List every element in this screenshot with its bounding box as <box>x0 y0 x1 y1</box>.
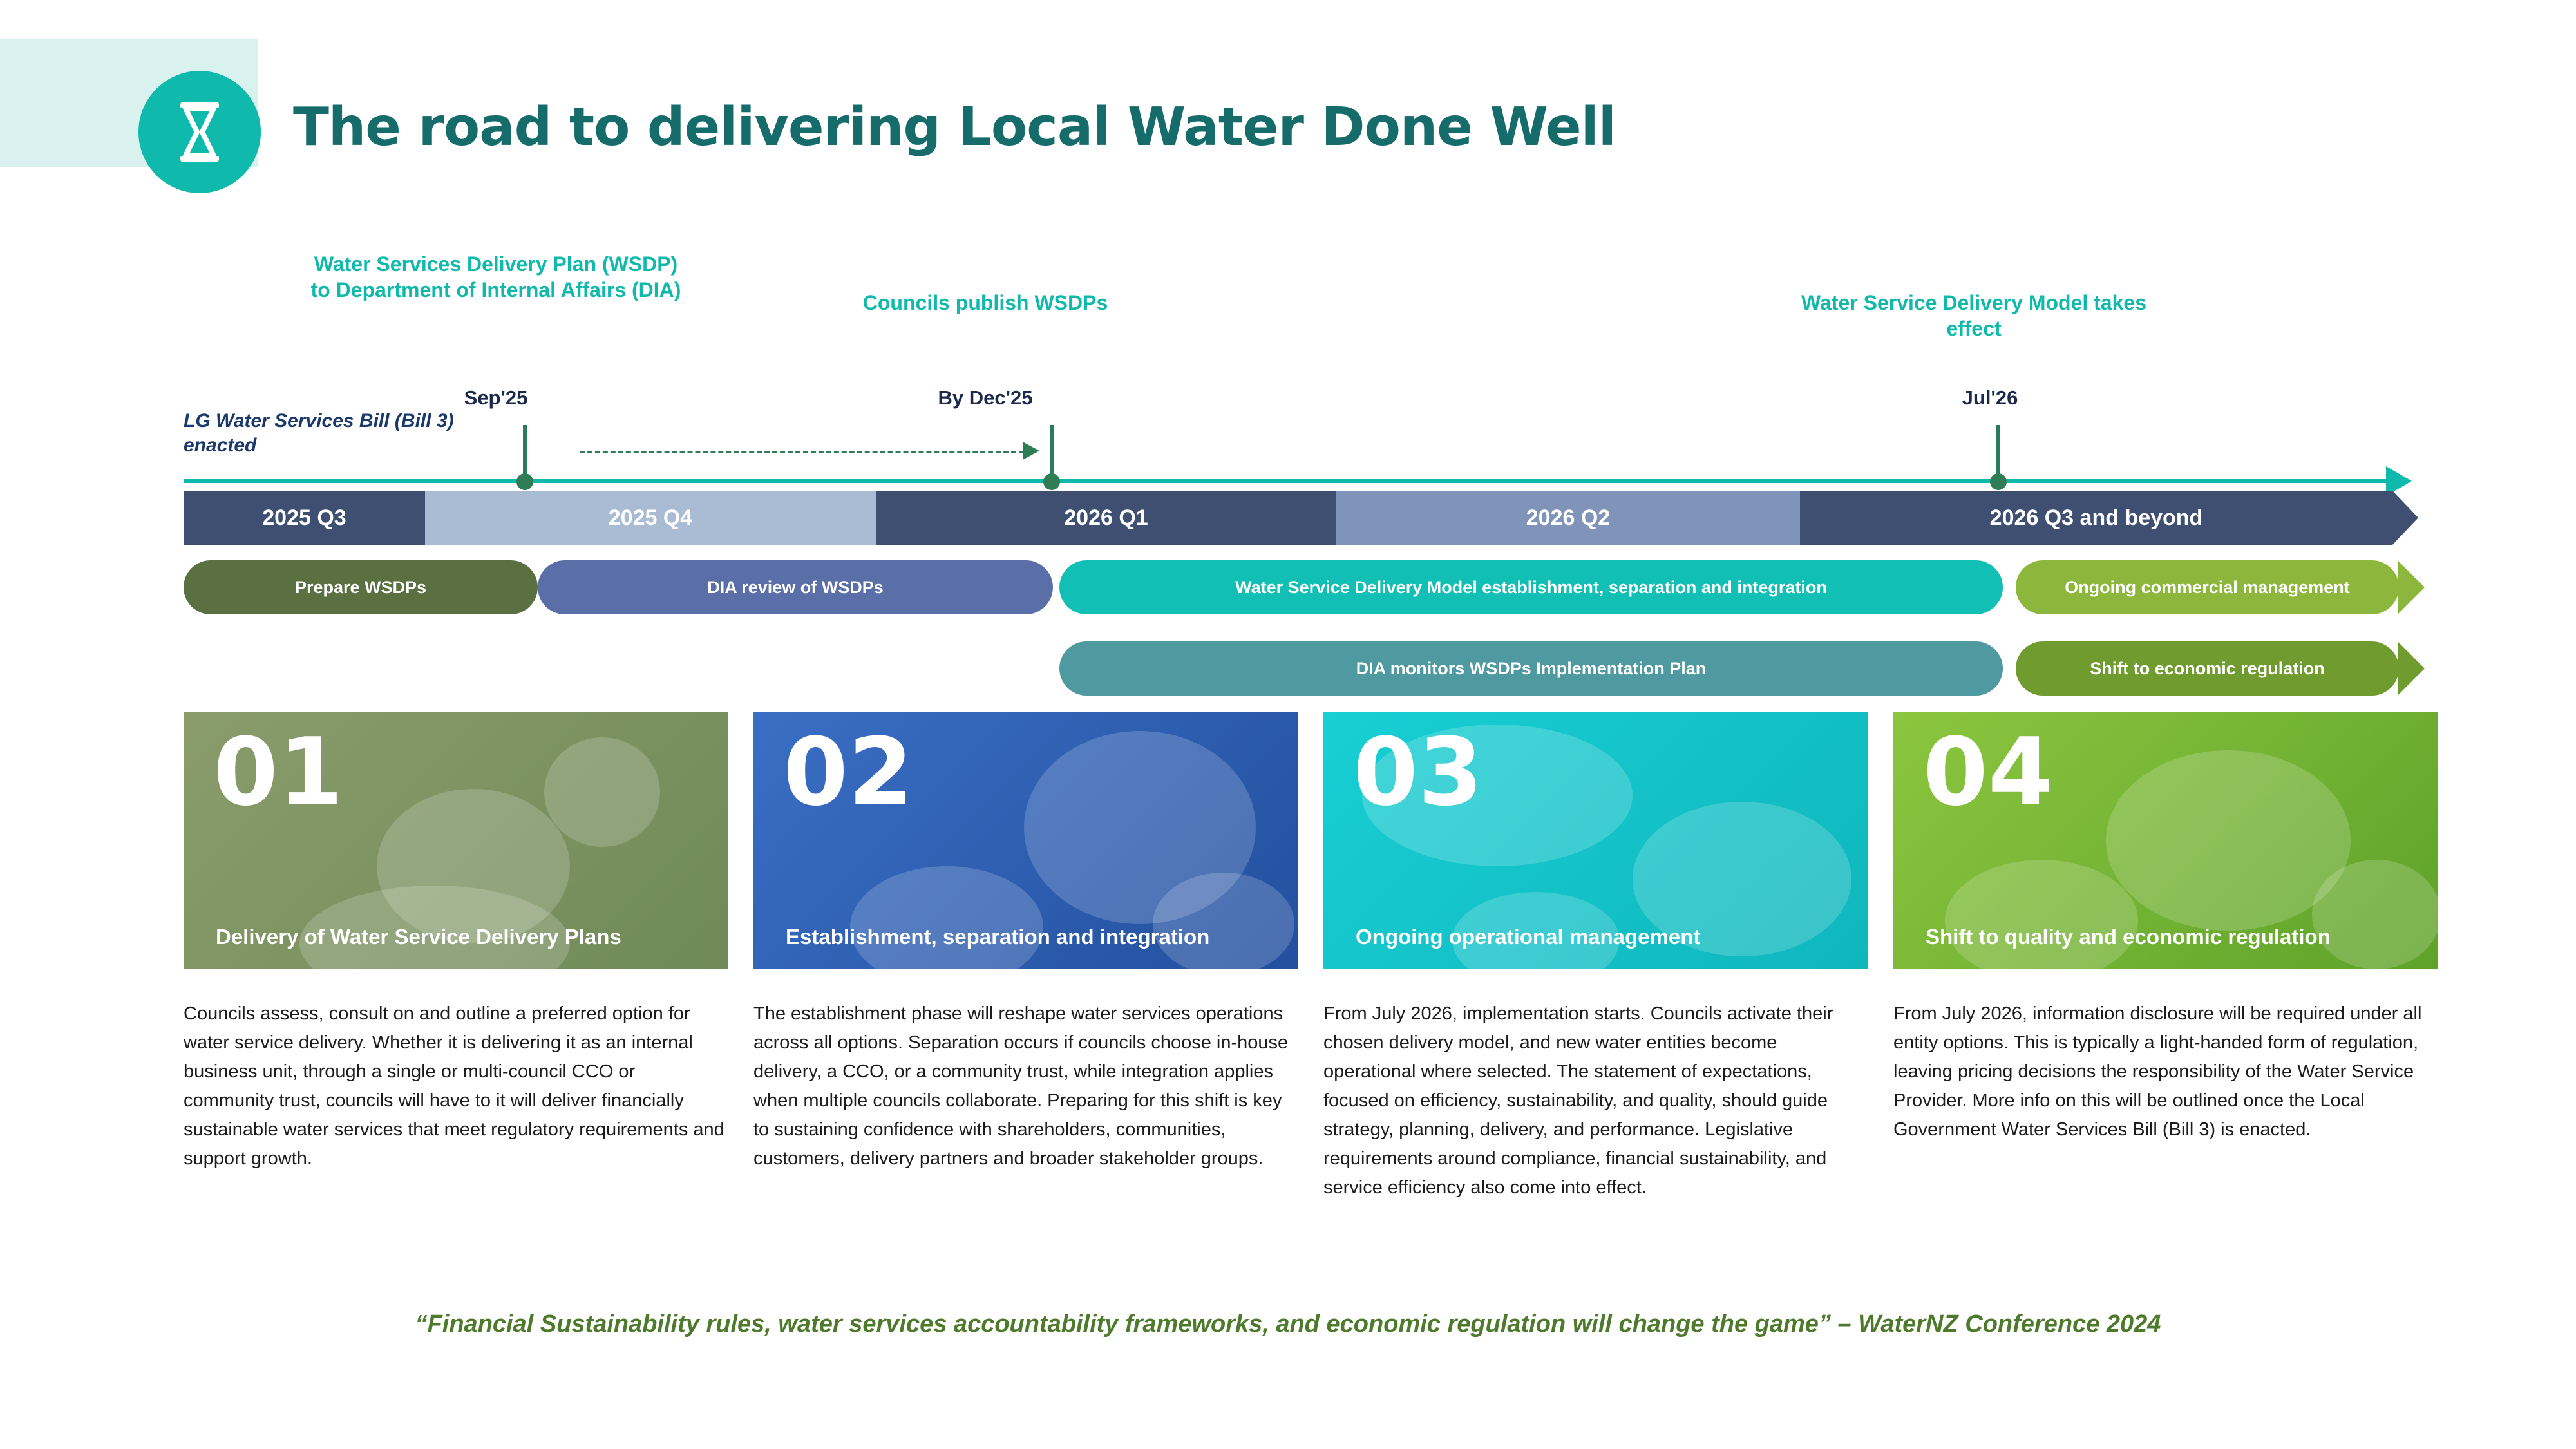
quarter-bar <box>184 491 2392 545</box>
quarter-label: 2026 Q2 <box>1526 505 1611 530</box>
milestone-label-2: Councils publish WSDPs <box>862 291 1108 314</box>
review-period-arrow-icon <box>1023 442 1039 460</box>
workstream-label: Shift to economic regulation <box>2090 658 2325 678</box>
phase-card-image <box>753 712 1298 969</box>
milestone-date-2: By Dec'25 <box>938 386 1033 409</box>
quarter-label: 2025 Q4 <box>608 505 693 530</box>
phase-title: Establishment, separation and integration <box>786 924 1210 949</box>
workstream-label: DIA review of WSDPs <box>707 577 884 597</box>
milestone-label-3: Water Service Delivery Model takes effect <box>1801 291 2146 340</box>
milestone-date-1: Sep'25 <box>464 386 528 409</box>
phase-body: From July 2026, information disclosure will be required under all entity options. This is typically a light-handed form of regulation, leaving pricing decisions the responsibility of the Water Service Provider. More info on this will be outlined once the Local Government Water Services Bill (Bill 3) is enacted. <box>1893 1003 2422 1140</box>
milestone-dot-3 <box>1990 473 2007 490</box>
phase-card-04 <box>1893 712 2438 1144</box>
quarter-label: 2026 Q1 <box>1064 505 1148 530</box>
quarter-segment <box>1800 491 2392 545</box>
phase-body: From July 2026, implementation starts. Councils activate their chosen delivery model, and new water entities become operational where selected. The statement of expectations, focused on efficiency, sustainability, and quality, should guide strategy, planning, delivery, and performance. Legislative requirements around compliance, financial sustainability, and service efficiency also come into effect. <box>1323 1003 1833 1198</box>
workstream-ongoing-commercial-management <box>2016 560 2399 614</box>
hourglass-icon <box>138 71 261 193</box>
workstream-label: Ongoing commercial management <box>2065 577 2350 597</box>
workstream-shift-economic-regulation <box>2016 641 2399 696</box>
workstream-label: Prepare WSDPs <box>294 577 427 597</box>
workstream-label: DIA monitors WSDPs Implementation Plan <box>1356 658 1707 678</box>
workstream-prepare-wsdps <box>184 560 538 614</box>
review-period-dashed-line <box>580 451 1024 453</box>
quarter-label: 2025 Q3 <box>262 505 346 530</box>
timeline-axis <box>184 479 2392 483</box>
bill-enacted-note: LG Water Services Bill (Bill 3) enacted <box>184 410 454 456</box>
page-title: The road to delivering Local Water Done Well <box>293 97 1616 158</box>
milestone-date-3: Jul'26 <box>1962 386 2018 409</box>
phase-number: 04 <box>1923 718 2053 827</box>
quarter-segment <box>1336 491 1800 545</box>
milestone-label-1: Water Services Delivery Plan (WSDP) to Department of Internal Affairs (DIA) <box>310 252 681 301</box>
phase-title: Shift to quality and economic regulation <box>1926 924 2331 949</box>
workstream-model-establishment <box>1059 560 2003 614</box>
milestone-dot-2 <box>1043 473 1060 490</box>
phase-body: The establishment phase will reshape water services operations across all options. Separation occurs if councils choose in-house delivery, a CCO, or a community trust, while integration applies when multiple councils collaborate. Preparing for this shift is key to sustaining confidence with shareholders, communities, customers, delivery partners and broader stakeholder groups. <box>753 1003 1289 1169</box>
phase-card-image <box>1323 712 1868 969</box>
workstream-dia-monitors-implementation <box>1059 641 2003 696</box>
phase-title: Ongoing operational management <box>1356 924 1701 949</box>
quarter-label: 2026 Q3 and beyond <box>1989 505 2203 530</box>
phase-number: 03 <box>1353 718 1483 827</box>
quarter-segment <box>184 491 425 545</box>
phase-card-02 <box>753 712 1298 1173</box>
phase-card-03 <box>1323 712 1868 1202</box>
quarter-segment <box>425 491 876 545</box>
phase-title: Delivery of Water Service Delivery Plans <box>216 924 621 949</box>
footer-quote: “Financial Sustainability rules, water services accountability frameworks, and economic regulation will change the game” – WaterNZ Conference 2024 <box>415 1311 2161 1338</box>
phase-card-image <box>1893 712 2438 969</box>
workstream-dia-review <box>538 560 1053 614</box>
milestone-dot-1 <box>516 473 533 490</box>
quarter-segment <box>876 491 1336 545</box>
phase-number: 02 <box>783 718 913 827</box>
phase-card-image <box>184 712 728 969</box>
workstream-label: Water Service Delivery Model establishment, separation and integration <box>1235 577 1827 597</box>
phase-number: 01 <box>213 718 343 827</box>
phase-body: Councils assess, consult on and outline a preferred option for water service delivery. Whether it is delivering it as an internal business unit, through a single or multi-council CCO or community trust, councils will have to it will deliver financially sustainable water services that meet regulatory requirements and support growth. <box>184 1003 724 1169</box>
phase-card-01 <box>184 712 728 1173</box>
